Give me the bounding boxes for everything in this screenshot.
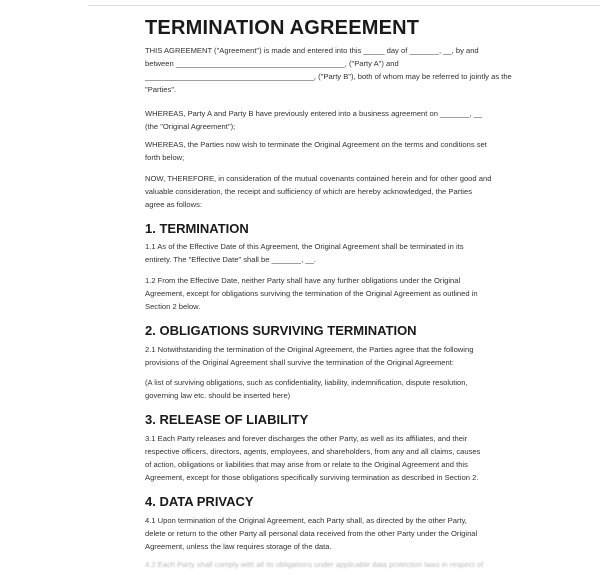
clause-line: (A list of surviving obligations, such as confidentiality, liability, indemnification, dispute resolution, bbox=[145, 378, 468, 387]
section-heading: 3. RELEASE OF LIABILITY bbox=[145, 412, 309, 427]
clause-line: Section 2 below. bbox=[145, 302, 201, 311]
clause-line: 2.1 Notwithstanding the termination of the Original Agreement, the Parties agree that the following bbox=[145, 345, 474, 354]
clause-line: entirety. The "Effective Date" shall be _______, __. bbox=[145, 255, 316, 264]
now-therefore-line: NOW, THEREFORE, in consideration of the mutual covenants contained herein and for other good and bbox=[145, 174, 492, 183]
section-heading: 2. OBLIGATIONS SURVIVING TERMINATION bbox=[145, 323, 417, 338]
intro-line: between ________________________________________, ("Party A") and bbox=[145, 59, 399, 68]
clause-line: 3.1 Each Party releases and forever discharges the other Party, as well as its affiliates, and their bbox=[145, 434, 468, 443]
clause-line: 1.2 From the Effective Date, neither Party shall have any further obligations under the Original bbox=[145, 276, 461, 285]
now-therefore-line: valuable consideration, the receipt and sufficiency of which are hereby acknowledged, the Parties bbox=[145, 187, 473, 196]
clause-line: provisions of the Original Agreement shall survive the termination of the Original Agreement: bbox=[145, 358, 454, 367]
clause-line: Agreement, except for obligations surviving the termination of the Original Agreement as outlined in bbox=[145, 289, 478, 298]
whereas-line: forth below; bbox=[145, 153, 185, 162]
whereas-line: WHEREAS, the Parties now wish to terminate the Original Agreement on the terms and conditions set bbox=[145, 140, 487, 149]
clause-line: Agreement, except for those obligations specifically surviving termination as described in Section 2. bbox=[145, 473, 479, 482]
clause-line: governing law etc. should be inserted here) bbox=[145, 391, 291, 400]
section-heading: 4. DATA PRIVACY bbox=[145, 494, 254, 509]
clause-line: delete or return to the other Party all personal data received from the other Party under the Original bbox=[145, 529, 478, 538]
clause-line: respective officers, directors, agents, employees, and shareholders, from any and all claims, causes bbox=[145, 447, 481, 456]
clause-line: Agreement, unless the law requires storage of the data. bbox=[145, 542, 332, 551]
now-therefore-line: agree as follows: bbox=[145, 200, 202, 209]
document-title: TERMINATION AGREEMENT bbox=[145, 17, 420, 39]
page-top-divider bbox=[88, 5, 600, 6]
whereas-line: WHEREAS, Party A and Party B have previously entered into a business agreement on _______, __ bbox=[145, 109, 483, 118]
clause-line: 4.1 Upon termination of the Original Agreement, each Party shall, as directed by the other Party, bbox=[145, 516, 467, 525]
intro-line: "Parties". bbox=[145, 85, 177, 94]
cutoff-line: 4.2 Each Party shall comply with all its obligations under applicable data protection laws in respect of bbox=[145, 560, 484, 569]
clause-line: of action, obligations or liabilities that may arise from or relate to the Original Agreement and this bbox=[145, 460, 468, 469]
section-heading: 1. TERMINATION bbox=[145, 221, 249, 236]
clause-line: 1.1 As of the Effective Date of this Agreement, the Original Agreement shall be terminated in its bbox=[145, 242, 464, 251]
intro-line: THIS AGREEMENT ("Agreement") is made and entered into this _____ day of _______, __, by and bbox=[145, 46, 479, 55]
whereas-line: (the "Original Agreement"); bbox=[145, 122, 236, 131]
intro-line: ________________________________________, ("Party B"), both of whom may be referred to jointly as the bbox=[145, 72, 512, 81]
